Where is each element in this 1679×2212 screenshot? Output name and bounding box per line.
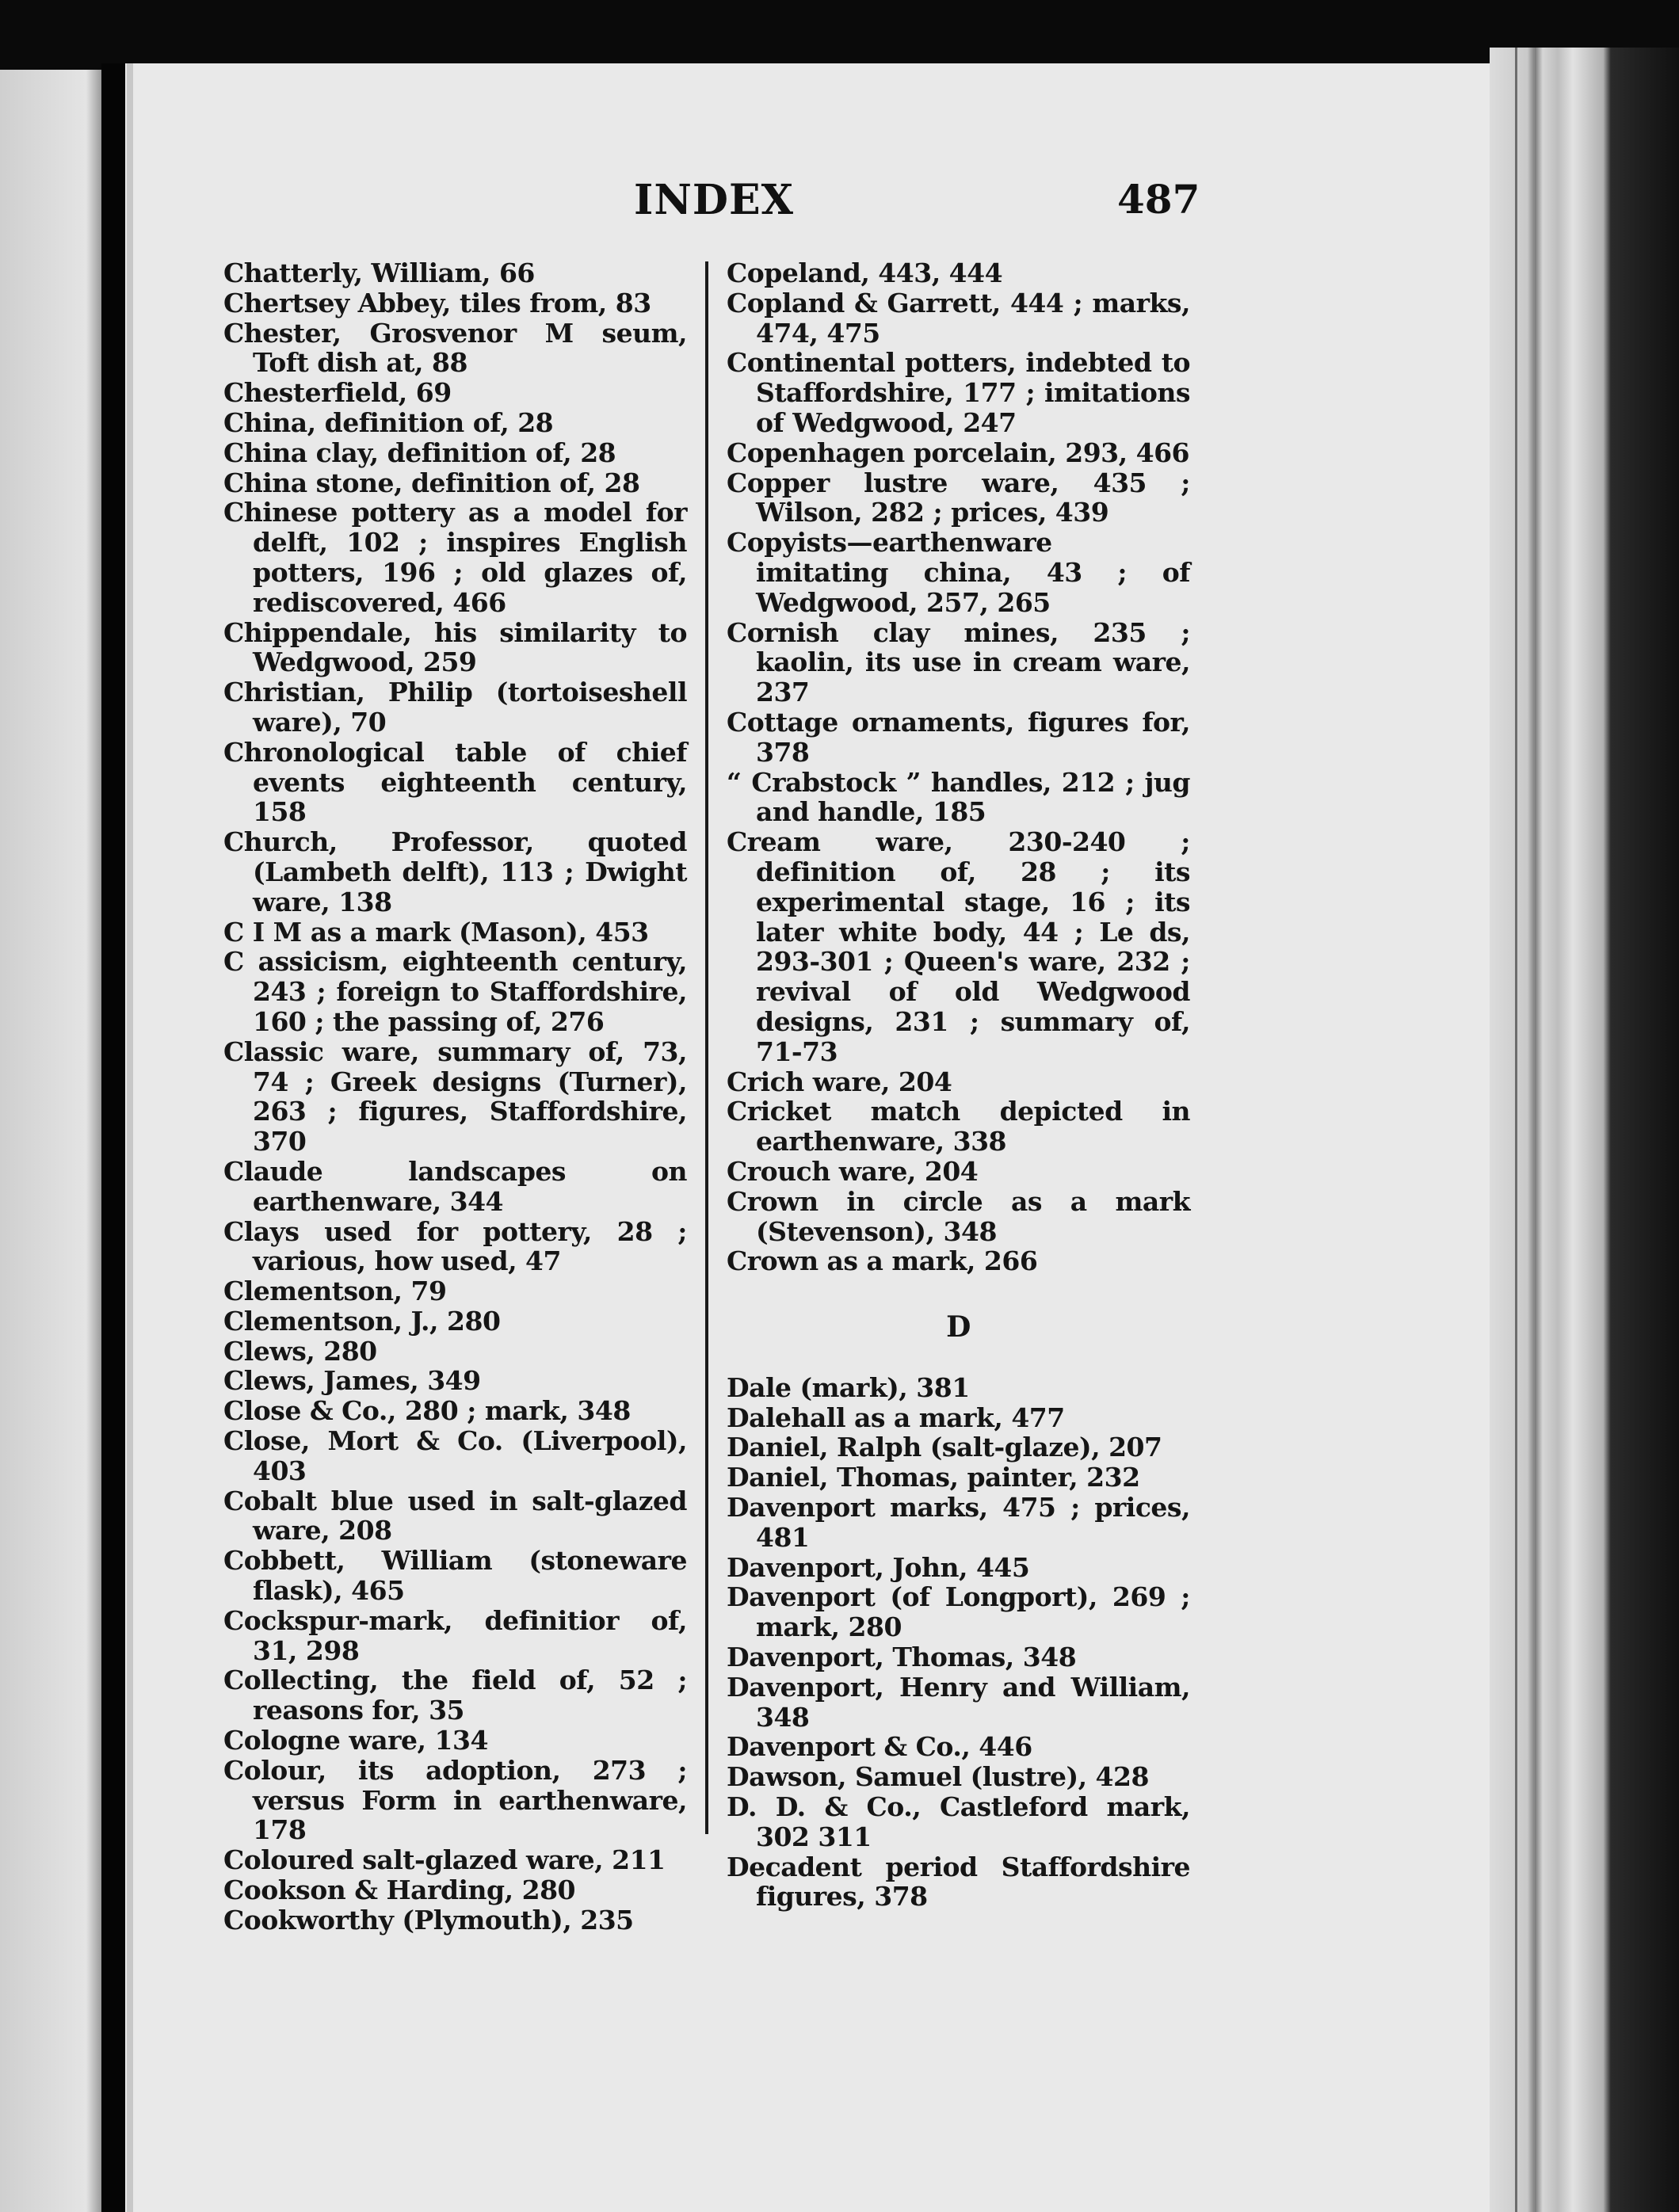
index-entry: Crich ware, 204 bbox=[727, 1066, 952, 1097]
index-entry: Chippendale, his similarity to Wedgwood, 259 bbox=[223, 616, 687, 678]
index-entry: Davenport, Thomas, 348 bbox=[727, 1642, 1077, 1673]
index-entry: Cobbett, William (stoneware flask), 465 bbox=[223, 1545, 687, 1607]
index-entry: Copper lustre ware, 435 ; Wilson, 282 ; prices, 439 bbox=[727, 467, 1190, 528]
index-entry: D. D. & Co., Castleford mark, 302 311 bbox=[727, 1791, 1190, 1852]
index-entry: Cornish clay mines, 235 ; kaolin, its use in cream ware, 237 bbox=[727, 616, 1190, 708]
index-entry: Crown in circle as a mark (Stevenson), 348 bbox=[727, 1185, 1190, 1247]
index-entry: Copland & Garrett, 444 ; marks, 474, 475 bbox=[727, 287, 1190, 349]
index-entry: Clays used for pottery, 28 ; various, how used, 47 bbox=[223, 1215, 687, 1277]
index-entry: Chertsey Abbey, tiles from, 83 bbox=[223, 287, 651, 318]
index-entry: Chesterfield, 69 bbox=[223, 377, 452, 409]
index-entry: Cream ware, 230-240 ; definition of, 28 ; its experimental stage, 16 ; its later white body, 44 ; Le ds, 293-301 ; Queen's ware, 232 ; revival of old Wedgwood designs, 231 ; summary of, 71-73 bbox=[727, 826, 1190, 1067]
page-stack-edge bbox=[1490, 48, 1679, 2212]
index-entry: Clementson, 79 bbox=[223, 1276, 447, 1307]
index-entry: Copyists—earthenware imitating china, 43 ; of Wedgwood, 257, 265 bbox=[727, 527, 1190, 618]
index-entry: Close & Co., 280 ; mark, 348 bbox=[223, 1395, 631, 1427]
index-entry: Davenport (of Longport), 269 ; mark, 280 bbox=[727, 1581, 1190, 1643]
index-entry: Collecting, the field of, 52 ; reasons for, 35 bbox=[223, 1665, 687, 1726]
column-rule bbox=[705, 261, 708, 1834]
index-entry: Cockspur-mark, definitior of, 31, 298 bbox=[223, 1604, 687, 1666]
index-entry: Cottage ornaments, figures for, 378 bbox=[727, 706, 1190, 768]
book-gutter bbox=[101, 63, 125, 2212]
index-entry: Dalehall as a mark, 477 bbox=[727, 1402, 1065, 1433]
index-entry: C assicism, eighteenth century, 243 ; foreign to Staffordshire, 160 ; the passing of, 276 bbox=[223, 946, 687, 1037]
index-entry: “ Crabstock ” handles, 212 ; jug and handle, 185 bbox=[727, 766, 1190, 828]
index-entry: Daniel, Thomas, painter, 232 bbox=[727, 1462, 1140, 1493]
index-entry: Classic ware, summary of, 73, 74 ; Greek designs (Turner), 263 ; figures, Staffordshire, 370 bbox=[223, 1035, 687, 1157]
index-entry: Christian, Philip (tortoiseshell ware), 70 bbox=[223, 677, 687, 738]
index-entry: Clews, James, 349 bbox=[223, 1365, 481, 1397]
index-entry: Close, Mort & Co. (Liverpool), 403 bbox=[223, 1425, 687, 1486]
index-entry: Claude landscapes on earthenware, 344 bbox=[223, 1155, 687, 1217]
index-entry: Davenport, Henry and William, 348 bbox=[727, 1671, 1190, 1733]
index-entry: Cologne ware, 134 bbox=[223, 1725, 488, 1756]
index-entry: Chinese pottery as a model for delft, 102 ; inspires English potters, 196 ; old glazes of, rediscovered, 466 bbox=[223, 497, 687, 618]
index-entry: China clay, definition of, 28 bbox=[223, 437, 616, 468]
index-entry: Colour, its adoption, 273 ; versus Form in earthenware, 178 bbox=[223, 1754, 687, 1846]
index-entry: Continental potters, indebted to Staffordshire, 177 ; imitations of Wedgwood, 247 bbox=[727, 347, 1190, 438]
index-entry: Chester, Grosvenor M seum, Toft dish at, 88 bbox=[223, 317, 687, 379]
index-column-left bbox=[223, 258, 687, 1936]
section-letter-heading: D bbox=[946, 1310, 971, 1344]
page-number: 487 bbox=[1117, 176, 1200, 223]
index-entry: Davenport marks, 475 ; prices, 481 bbox=[727, 1492, 1190, 1553]
index-entry: Dawson, Samuel (lustre), 428 bbox=[727, 1761, 1149, 1793]
index-entry: Daniel, Ralph (salt-glaze), 207 bbox=[727, 1432, 1162, 1463]
facing-page-edge bbox=[0, 70, 101, 2212]
index-entry: Davenport & Co., 446 bbox=[727, 1731, 1032, 1763]
index-entry: China, definition of, 28 bbox=[223, 406, 554, 438]
index-entry: Church, Professor, quoted (Lambeth delft), 113 ; Dwight ware, 138 bbox=[223, 826, 687, 917]
index-entry: Cobalt blue used in salt-glazed ware, 208 bbox=[223, 1485, 687, 1546]
index-column-right bbox=[727, 258, 1190, 1912]
page-binding-edge bbox=[127, 63, 133, 2212]
index-entry: Crown as a mark, 266 bbox=[727, 1245, 1038, 1277]
index-entry: Copenhagen porcelain, 293, 466 bbox=[727, 437, 1189, 468]
index-entry: Clementson, J., 280 bbox=[223, 1305, 501, 1337]
page-stack-line bbox=[1533, 48, 1535, 2212]
index-entry: Crouch ware, 204 bbox=[727, 1155, 979, 1187]
index-entry: Decadent period Staffordshire figures, 378 bbox=[727, 1851, 1190, 1913]
index-entry: Copeland, 443, 444 bbox=[727, 257, 1003, 288]
index-entry: Chronological table of chief events eighteenth century, 158 bbox=[223, 736, 687, 828]
running-head: INDEX bbox=[634, 176, 794, 224]
index-entry: C I M as a mark (Mason), 453 bbox=[223, 916, 649, 948]
index-entry: China stone, definition of, 28 bbox=[223, 467, 640, 498]
index-entry: Clews, 280 bbox=[223, 1335, 377, 1367]
index-entry: Cookworthy (Plymouth), 235 bbox=[223, 1904, 634, 1936]
index-entry: Cookson & Harding, 280 bbox=[223, 1874, 575, 1906]
index-entry: Davenport, John, 445 bbox=[727, 1551, 1030, 1583]
index-entry: Cricket match depicted in earthenware, 338 bbox=[727, 1096, 1190, 1157]
index-entry: Dale (mark), 381 bbox=[727, 1371, 970, 1403]
index-entry: Chatterly, William, 66 bbox=[223, 257, 535, 288]
page-stack-line bbox=[1515, 48, 1517, 2212]
index-entry: Coloured salt-glazed ware, 211 bbox=[223, 1844, 666, 1876]
